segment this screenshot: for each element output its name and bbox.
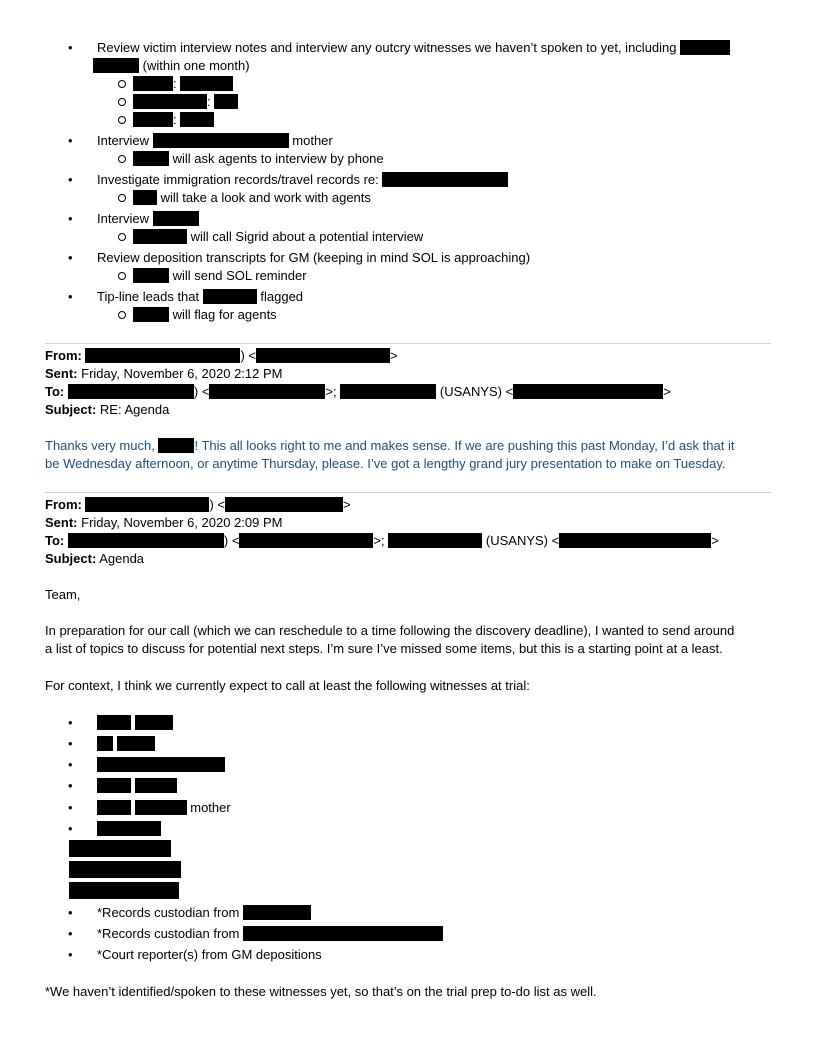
bullet: •: [68, 778, 73, 793]
bullet: •: [68, 736, 73, 751]
list-item: Review victim interview notes and interview any outcry witnesses we haven’t spoken to yet, including: [97, 39, 730, 56]
sub-bullet: [118, 272, 126, 280]
witness-item: [97, 820, 161, 837]
sub-list-item: will call Sigrid about a potential interview: [133, 228, 423, 245]
witness-item: *Records custodian from: [97, 904, 311, 921]
redaction: [214, 94, 238, 109]
sub-bullet: [118, 80, 126, 88]
divider: [45, 492, 771, 493]
redaction-block: [69, 861, 181, 878]
redaction-block: [69, 840, 171, 857]
redaction: [203, 289, 257, 304]
redaction: [97, 821, 161, 836]
redaction: [68, 533, 224, 548]
sub-bullet: [118, 233, 126, 241]
sub-list-item: will send SOL reminder: [133, 267, 307, 284]
bullet: •: [68, 905, 73, 920]
witness-item: *Records custodian from: [97, 925, 443, 942]
redaction: [133, 190, 157, 205]
redaction: [97, 715, 131, 730]
email-subject-line: Subject: Agenda: [45, 551, 145, 566]
redaction: [133, 151, 169, 166]
redaction: [680, 40, 730, 55]
sub-list-item: will take a look and work with agents: [133, 189, 371, 206]
email-from-line: From: ) < >: [45, 348, 398, 363]
redaction: [388, 533, 482, 548]
bullet: •: [68, 715, 73, 730]
redaction: [133, 76, 173, 91]
email-subject-line: Subject: RE: Agenda: [45, 402, 170, 417]
sub-list-item: will ask agents to interview by phone: [133, 150, 384, 167]
footnote: *We haven’t identified/spoken to these witnesses yet, so that’s on the trial prep to-do list as well.: [45, 984, 597, 999]
bullet: •: [68, 926, 73, 941]
sub-list-item: :: [133, 93, 238, 110]
email-body-line: Thanks very much, ! This all looks right to me and makes sense. If we are pushing this past Monday, I’d ask that it: [45, 438, 735, 453]
redaction: [97, 736, 113, 751]
sub-list-item: :: [133, 75, 233, 92]
redaction: [513, 384, 663, 399]
witness-item: [97, 735, 155, 752]
divider: [45, 343, 771, 344]
witness-item: *Court reporter(s) from GM depositions: [97, 947, 322, 962]
email-sent-line: Sent: Friday, November 6, 2020 2:09 PM: [45, 515, 283, 530]
list-item-continued: (within one month): [93, 57, 250, 74]
redaction: [97, 800, 131, 815]
redaction: [225, 497, 343, 512]
redaction: [133, 229, 187, 244]
redaction: [117, 736, 155, 751]
redaction: [135, 715, 173, 730]
redaction: [135, 800, 187, 815]
witness-item: [97, 714, 173, 731]
redaction: [133, 112, 173, 127]
bullet: •: [68, 40, 73, 55]
redaction: [382, 172, 508, 187]
email-to-line: To: ) < >; (USANYS) < >: [45, 533, 719, 548]
list-item: Tip-line leads that flagged: [97, 289, 304, 304]
email-to-line: To: ) < >; (USANYS) < >: [45, 384, 671, 399]
bullet: •: [68, 250, 73, 265]
sub-bullet: [118, 98, 126, 106]
redaction: [243, 905, 311, 920]
email-body-line: For context, I think we currently expect to call at least the following witnesses at trial:: [45, 678, 530, 693]
witness-item: [97, 756, 225, 773]
sub-bullet: [118, 194, 126, 202]
redaction: [97, 778, 131, 793]
sub-bullet: [118, 155, 126, 163]
sub-list-item: :: [133, 111, 214, 128]
bullet: •: [68, 211, 73, 226]
bullet: •: [68, 800, 73, 815]
email-body-line: In preparation for our call (which we can reschedule to a time following the discovery deadline), I wanted to send around: [45, 623, 735, 638]
redaction: [153, 211, 199, 226]
list-item: Investigate immigration records/travel records re:: [97, 171, 508, 188]
redaction: [243, 926, 443, 941]
sub-bullet: [118, 116, 126, 124]
redaction: [153, 133, 289, 148]
redaction: [209, 384, 325, 399]
bullet: •: [68, 757, 73, 772]
list-item: Interview: [97, 210, 199, 227]
redaction: [93, 58, 139, 73]
email-from-line: From: ) < >: [45, 497, 351, 512]
redaction: [85, 497, 209, 512]
email-greeting: Team,: [45, 587, 81, 602]
sub-bullet: [118, 311, 126, 319]
redaction: [256, 348, 390, 363]
redaction: [133, 307, 169, 322]
list-item: Review deposition transcripts for GM (keeping in mind SOL is approaching): [97, 250, 531, 265]
redaction: [133, 268, 169, 283]
redaction: [180, 112, 214, 127]
sub-list-item: will flag for agents: [133, 306, 277, 323]
bullet: •: [68, 289, 73, 304]
bullet: •: [68, 947, 73, 962]
bullet: •: [68, 172, 73, 187]
redaction: [85, 348, 240, 363]
redaction: [135, 778, 177, 793]
witness-item: mother: [97, 799, 231, 816]
witness-item: [97, 777, 177, 794]
bullet: •: [68, 133, 73, 148]
redaction: [559, 533, 711, 548]
email-sent-line: Sent: Friday, November 6, 2020 2:12 PM: [45, 366, 283, 381]
redaction: [133, 94, 207, 109]
redaction: [180, 76, 233, 91]
redaction-block: [69, 882, 179, 899]
redaction: [239, 533, 373, 548]
email-body-line: a list of topics to discuss for potential next steps. I’m sure I’ve missed some items, but this is a starting point at a least.: [45, 641, 723, 656]
bullet: •: [68, 821, 73, 836]
list-item: Interview mother: [97, 133, 333, 148]
email-body-line: be Wednesday afternoon, or anytime Thursday, please. I’ve got a lengthy grand jury presentation to make on Tuesday.: [45, 456, 726, 471]
redaction: [68, 384, 194, 399]
redaction: [158, 438, 194, 453]
redaction: [340, 384, 436, 399]
redaction: [97, 757, 225, 772]
